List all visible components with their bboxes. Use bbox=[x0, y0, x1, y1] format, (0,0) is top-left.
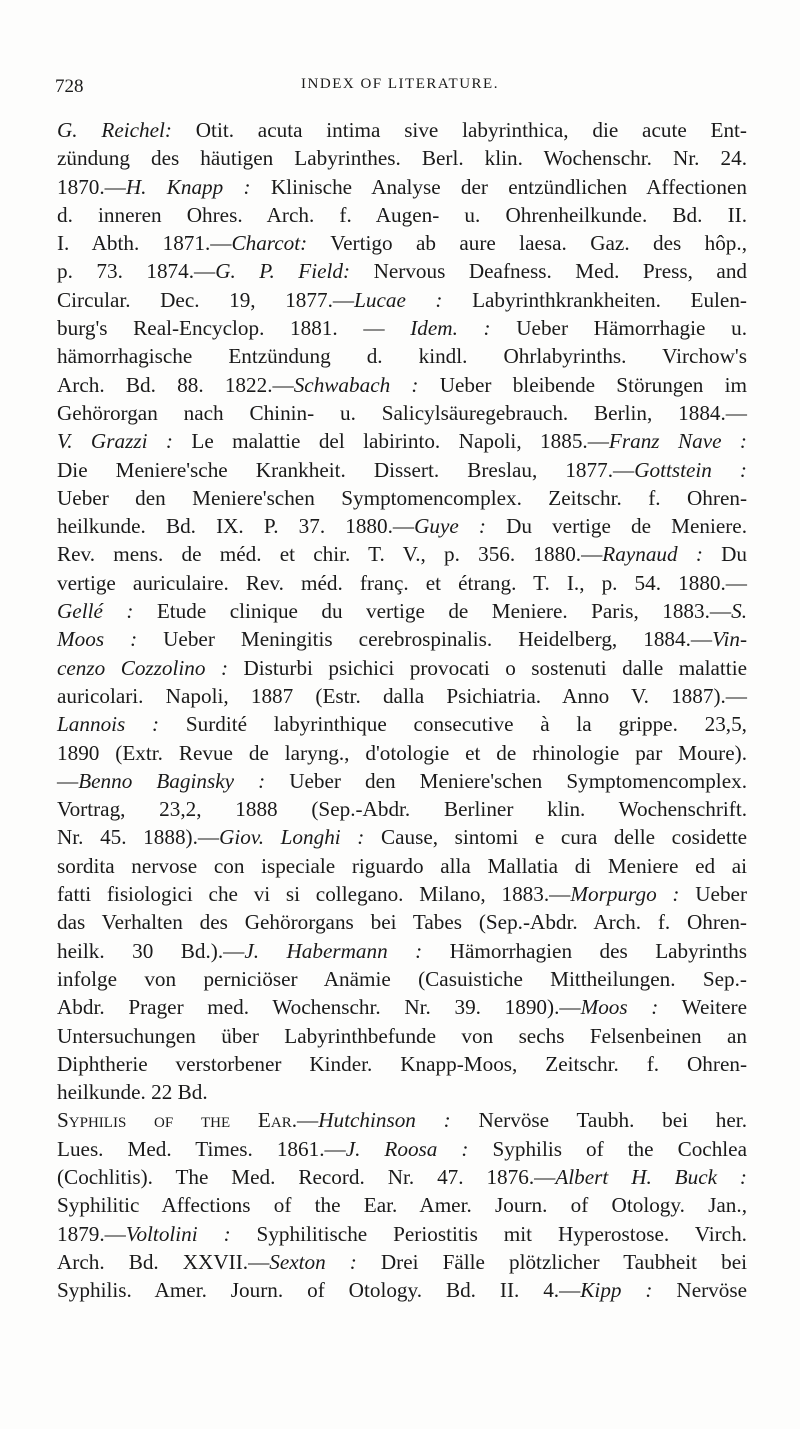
text-line bbox=[57, 1276, 747, 1304]
text-line bbox=[57, 1135, 747, 1163]
text-segment: Otit. acuta intima sive labyrinthica, die acute Ent- bbox=[171, 118, 747, 142]
author-name: Franz Nave : bbox=[608, 429, 747, 454]
author-name: Gellé : bbox=[57, 599, 134, 624]
text-line bbox=[57, 965, 747, 993]
author-name: J. Roosa : bbox=[345, 1136, 469, 1161]
text-line bbox=[57, 710, 747, 738]
text-line bbox=[57, 371, 747, 399]
running-head: INDEX OF LITERATURE. bbox=[301, 76, 499, 92]
text-segment: Surdité labyrinthique consecutive à la grippe. 23,5, bbox=[159, 712, 747, 737]
text-segment: Ueber bleibende Störungen im bbox=[418, 372, 747, 397]
text-segment: d. inneren Ohres. Arch. f. Augen- u. Ohrenheilkunde. Bd. II. bbox=[57, 202, 747, 227]
text-segment: Disturbi psichici provocati o sostenuti dalle malattie bbox=[228, 655, 747, 680]
text-line bbox=[57, 144, 747, 172]
text-line bbox=[57, 937, 747, 965]
text-segment: I. Abth. 1871.— bbox=[57, 231, 232, 256]
text-segment: Syphilitic Affections of the Ear. Amer. Journ. of Otology. Jan., bbox=[57, 1193, 747, 1218]
author-name: H. Knapp : bbox=[125, 174, 251, 199]
text-segment: — bbox=[297, 1108, 319, 1133]
author-name: Idem. : bbox=[410, 316, 491, 341]
text-line bbox=[57, 1078, 747, 1106]
text-line bbox=[57, 823, 747, 851]
text-segment: Syphilis of the Cochlea bbox=[468, 1136, 747, 1161]
author-name: G. Reichel: bbox=[57, 118, 172, 142]
author-name: Schwabach : bbox=[293, 372, 419, 397]
text-line bbox=[57, 908, 747, 936]
section-heading: Syphilis of the Ear. bbox=[57, 1108, 297, 1133]
text-segment: Labyrinthkrankheiten. Eulen- bbox=[442, 287, 747, 312]
text-segment: Die Meniere'sche Krankheit. Dissert. Breslau, 1877.— bbox=[57, 457, 635, 482]
text-segment: Vertigo ab aure laesa. Gaz. des hôp., bbox=[307, 231, 747, 256]
author-name: Vin- bbox=[712, 627, 747, 652]
text-line bbox=[57, 512, 747, 540]
text-line bbox=[57, 852, 747, 880]
author-name: Sexton : bbox=[269, 1249, 357, 1274]
text-segment: Syphilis. Amer. Journ. of Otology. Bd. II. 4.— bbox=[57, 1278, 581, 1303]
text-segment: Diphtherie verstorbener Kinder. Knapp-Moos, Zeitschr. f. Ohren- bbox=[57, 1051, 747, 1076]
text-segment: Abdr. Prager med. Wochenschr. Nr. 39. 1890).— bbox=[57, 995, 581, 1020]
author-name: Albert H. Buck : bbox=[555, 1164, 747, 1189]
author-name: Voltolini : bbox=[125, 1221, 231, 1246]
page-number: 728 bbox=[55, 76, 84, 97]
author-name: Benno Baginsky : bbox=[78, 768, 266, 793]
text-segment: Circular. Dec. 19, 1877.— bbox=[57, 287, 355, 312]
text-line bbox=[57, 257, 747, 285]
text-segment: p. 73. 1874.— bbox=[57, 259, 216, 284]
text-segment: Ueber Meningitis cerebrospinalis. Heidelberg, 1884.— bbox=[137, 627, 713, 652]
text-segment: Ueber Hämorrhagie u. bbox=[490, 316, 747, 341]
text-segment: Du bbox=[702, 542, 747, 567]
text-segment: 1870.— bbox=[57, 174, 126, 199]
author-name: Lannois : bbox=[57, 712, 160, 737]
text-line bbox=[57, 427, 747, 455]
text-segment: Etude clinique du vertige de Meniere. Paris, 1883.— bbox=[133, 599, 732, 624]
text-segment: Rev. mens. de méd. et chir. T. V., p. 356. 1880.— bbox=[57, 542, 603, 567]
text-line bbox=[57, 314, 747, 342]
text-segment: Arch. Bd. XXVII.— bbox=[57, 1249, 270, 1274]
text-segment: 1879.— bbox=[57, 1221, 126, 1246]
text-segment: 1890 (Extr. Revue de laryng., d'otologie et de rhinologie par Moure). bbox=[57, 740, 747, 765]
text-segment: heilkunde. 22 Bd. bbox=[57, 1080, 208, 1105]
text-segment: Cause, sintomi e cura delle cosidette bbox=[364, 825, 747, 850]
text-segment: heilkunde. Bd. IX. P. 37. 1880.— bbox=[57, 514, 415, 539]
text-line bbox=[57, 1106, 747, 1134]
text-segment: Drei Fälle plötzlicher Taubheit bei bbox=[356, 1249, 747, 1274]
text-line bbox=[57, 484, 747, 512]
text-line bbox=[57, 625, 747, 653]
author-name: Hutchinson : bbox=[318, 1108, 451, 1133]
text-line bbox=[57, 739, 747, 767]
author-name: Giov. Longhi : bbox=[219, 825, 365, 850]
text-segment: Du vertige de Meniere. bbox=[485, 514, 747, 539]
text-segment: Arch. Bd. 88. 1822.— bbox=[57, 372, 294, 397]
text-segment: burg's Real-Encyclop. 1881. — bbox=[57, 316, 411, 341]
text-line bbox=[57, 1163, 747, 1191]
author-name: V. Grazzi : bbox=[57, 429, 173, 454]
text-segment: das Verhalten des Gehörorgans bei Tabes (Sep.-Abdr. Arch. f. Ohren- bbox=[57, 910, 747, 935]
text-segment: Vortrag, 23,2, 1888 (Sep.-Abdr. Berliner klin. Wochenschrift. bbox=[57, 797, 747, 822]
text-segment: Hämorrhagien des Labyrinths bbox=[422, 938, 747, 963]
text-segment: heilk. 30 Bd.).— bbox=[57, 938, 245, 963]
text-segment: Nervous Deafness. Med. Press, and bbox=[350, 259, 748, 284]
author-name: Lucae : bbox=[354, 287, 443, 312]
text-segment: Klinische Analyse der entzündlichen Affectionen bbox=[250, 174, 747, 199]
text-line bbox=[57, 569, 747, 597]
author-name: Charcot: bbox=[231, 231, 308, 256]
text-segment: — bbox=[57, 768, 79, 793]
text-line bbox=[57, 286, 747, 314]
text-line bbox=[57, 173, 747, 201]
author-name: S. bbox=[731, 599, 747, 624]
text-segment: Ueber den Meniere'schen Symptomencomplex. bbox=[265, 768, 747, 793]
text-line bbox=[57, 201, 747, 229]
text-segment: Ueber bbox=[679, 882, 747, 907]
text-line bbox=[57, 540, 747, 568]
text-line bbox=[57, 795, 747, 823]
text-segment: Nr. 45. 1888).— bbox=[57, 825, 220, 850]
author-name: G. P. Field: bbox=[215, 259, 351, 284]
text-segment: hämorrhagische Entzündung d. kindl. Ohrlabyrinths. Virchow's bbox=[57, 344, 747, 369]
author-name: Guye : bbox=[414, 514, 486, 539]
text-segment: Gehörorgan nach Chinin- u. Salicylsäuregebrauch. Berlin, 1884.— bbox=[57, 400, 747, 425]
text-line bbox=[57, 993, 747, 1021]
text-line bbox=[57, 229, 747, 257]
text-segment: infolge von perniciöser Anämie (Casuistiche Mittheilungen. Sep.- bbox=[57, 966, 747, 991]
text-line bbox=[57, 597, 747, 625]
text-segment: fatti fisiologici che vi si collegano. Milano, 1883.— bbox=[57, 882, 571, 907]
text-segment: Lues. Med. Times. 1861.— bbox=[57, 1136, 346, 1161]
author-name: Gottstein : bbox=[634, 457, 747, 482]
text-line bbox=[57, 1050, 747, 1078]
text-segment: sordita nervose con ispeciale riguardo alla Mallatia di Meniere ed ai bbox=[57, 853, 747, 878]
text-segment: Ueber den Meniere'schen Symptomencomplex. Zeitschr. f. Ohren- bbox=[57, 485, 747, 510]
author-name: Moos : bbox=[580, 995, 659, 1020]
text-line bbox=[57, 116, 747, 144]
author-name: Kipp : bbox=[580, 1278, 653, 1303]
text-line bbox=[57, 682, 747, 710]
page-header bbox=[55, 76, 745, 102]
text-segment: (Cochlitis). The Med. Record. Nr. 47. 1876.— bbox=[57, 1164, 556, 1189]
text-line bbox=[57, 1022, 747, 1050]
text-line bbox=[57, 1191, 747, 1219]
author-name: Moos : bbox=[57, 627, 138, 652]
text-segment: auricolari. Napoli, 1887 (Estr. dalla Psichiatria. Anno V. 1887).— bbox=[57, 683, 747, 708]
text-segment: Nervöse Taubh. bei her. bbox=[450, 1108, 747, 1133]
bibliography-text bbox=[57, 116, 747, 1304]
author-name: Raynaud : bbox=[602, 542, 703, 567]
text-line bbox=[57, 342, 747, 370]
text-line bbox=[57, 880, 747, 908]
author-name: cenzo Cozzolino : bbox=[57, 655, 229, 680]
author-name: J. Habermann : bbox=[244, 938, 423, 963]
text-segment: Nervöse bbox=[652, 1278, 747, 1303]
text-line bbox=[57, 654, 747, 682]
author-name: Morpurgo : bbox=[570, 882, 680, 907]
text-segment: zündung des häutigen Labyrinthes. Berl. klin. Wochenschr. Nr. 24. bbox=[57, 146, 747, 171]
text-segment: Untersuchungen über Labyrinthbefunde von sechs Felsenbeinen an bbox=[57, 1023, 747, 1048]
text-segment: Weitere bbox=[658, 995, 747, 1020]
text-line bbox=[57, 1220, 747, 1248]
text-line bbox=[57, 1248, 747, 1276]
text-line bbox=[57, 399, 747, 427]
text-line bbox=[57, 767, 747, 795]
text-segment: Syphilitische Periostitis mit Hyperostose. Virch. bbox=[230, 1221, 747, 1246]
text-segment: Le malattie del labirinto. Napoli, 1885.— bbox=[172, 429, 609, 454]
text-line bbox=[57, 456, 747, 484]
text-segment: vertige auriculaire. Rev. méd. franç. et étrang. T. I., p. 54. 1880.— bbox=[57, 570, 747, 595]
